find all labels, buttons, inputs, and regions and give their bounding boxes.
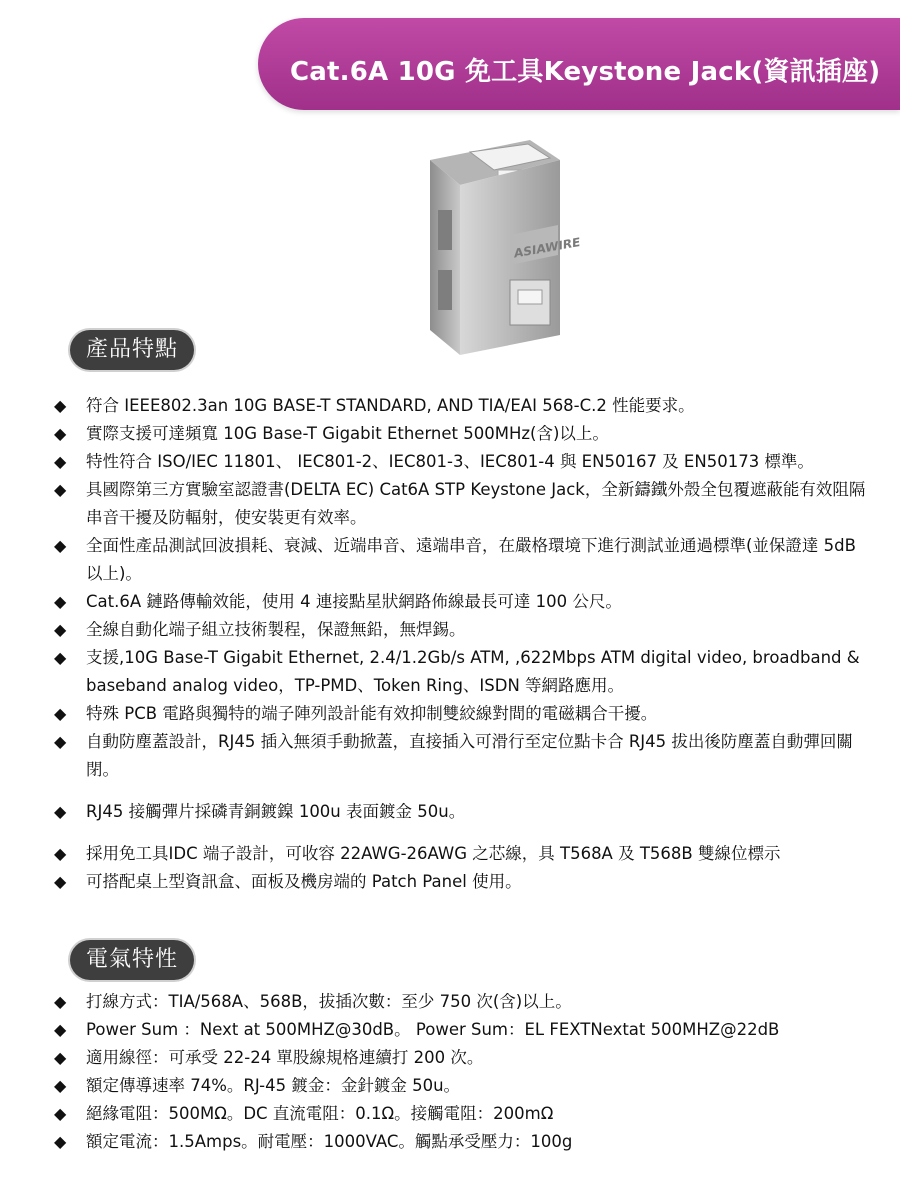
- electrical-list: [50, 988, 870, 1156]
- diamond-bullet-icon: ◆: [54, 1104, 67, 1123]
- diamond-bullet-icon: ◆: [54, 452, 67, 471]
- diamond-bullet-icon: ◆: [54, 620, 67, 639]
- list-item: ◆ 支援,10G Base-T Gigabit Ethernet, 2.4/1.2Gb/s ATM, ,622Mbps ATM digital video, broadband & baseband analog video，TP-PMD、Token Ring、ISDN 等網路應用。: [50, 644, 870, 700]
- list-item: ◆ 打線方式：TIA/568A、568B，拔插次數：至少 750 次(含)以上。: [50, 988, 870, 1016]
- diamond-bullet-icon: ◆: [54, 732, 67, 751]
- diamond-bullet-icon: ◆: [54, 802, 67, 821]
- list-item: ◆ 全線自動化端子組立技術製程，保證無鉛，無焊錫。: [50, 616, 870, 644]
- list-item: ◆ RJ45 接觸彈片採磷青銅鍍鎳 100u 表面鍍金 50u。: [50, 798, 870, 826]
- list-item: ◆ Cat.6A 鏈路傳輸效能，使用 4 連接點星狀網路佈線最長可達 100 公尺。: [50, 588, 870, 616]
- diamond-bullet-icon: ◆: [54, 480, 67, 499]
- diamond-bullet-icon: ◆: [54, 1020, 67, 1039]
- list-item: ◆ 適用線徑：可承受 22-24 單股線規格連續打 200 次。: [50, 1044, 870, 1072]
- diamond-bullet-icon: ◆: [54, 1132, 67, 1151]
- list-item: ◆ 符合 IEEE802.3an 10G BASE-T STANDARD, AND TIA/EAI 568-C.2 性能要求。: [50, 392, 870, 420]
- list-item: ◆ 絕緣電阻：500MΩ。DC 直流電阻：0.1Ω。接觸電阻：200mΩ: [50, 1100, 870, 1128]
- list-item: ◆ 特殊 PCB 電路與獨特的端子陣列設計能有效抑制雙絞線對間的電磁耦合干擾。: [50, 700, 870, 728]
- list-item: ◆ 自動防塵蓋設計，RJ45 插入無須手動掀蓋，直接插入可滑行至定位點卡合 RJ45 拔出後防塵蓋自動彈回關閉。: [50, 728, 870, 784]
- section-heading-electrical: 電氣特性: [70, 940, 194, 980]
- diamond-bullet-icon: ◆: [54, 844, 67, 863]
- features-list: [50, 392, 870, 896]
- section-heading-features: 產品特點: [70, 330, 194, 370]
- diamond-bullet-icon: ◆: [54, 396, 67, 415]
- diamond-bullet-icon: ◆: [54, 872, 67, 891]
- list-item: ◆ 額定傳導速率 74%。RJ-45 鍍金：金針鍍金 50u。: [50, 1072, 870, 1100]
- list-item: ◆ 全面性產品測試回波損耗、衰減、近端串音、遠端串音，在嚴格環境下進行測試並通過標準(並保證達 5dB 以上)。: [50, 532, 870, 588]
- diamond-bullet-icon: ◆: [54, 592, 67, 611]
- svg-text:ASIAWIRE: ASIAWIRE: [514, 235, 581, 261]
- diamond-bullet-icon: ◆: [54, 648, 67, 667]
- diamond-bullet-icon: ◆: [54, 536, 67, 555]
- diamond-bullet-icon: ◆: [54, 704, 67, 723]
- list-item: ◆ 實際支援可達頻寬 10G Base-T Gigabit Ethernet 500MHz(含)以上。: [50, 420, 870, 448]
- diamond-bullet-icon: ◆: [54, 1076, 67, 1095]
- diamond-bullet-icon: ◆: [54, 424, 67, 443]
- diamond-bullet-icon: ◆: [54, 1048, 67, 1067]
- diamond-bullet-icon: ◆: [54, 992, 67, 1011]
- list-item: ◆ 可搭配桌上型資訊盒、面板及機房端的 Patch Panel 使用。: [50, 868, 870, 896]
- list-item: ◆ 具國際第三方實驗室認證書(DELTA EC) Cat6A STP Keystone Jack，全新鑄鐵外殼全包覆遮蔽能有效阻隔串音干擾及防輻射，使安裝更有效率。: [50, 476, 870, 532]
- page-title: Cat.6A 10G 免工具Keystone Jack(資訊插座): [290, 57, 881, 87]
- list-item: ◆ 額定電流：1.5Amps。耐電壓：1000VAC。觸點承受壓力：100g: [50, 1128, 870, 1156]
- list-item: ◆ 採用免工具IDC 端子設計，可收容 22AWG-26AWG 之芯線，具 T568A 及 T568B 雙線位標示: [50, 840, 870, 868]
- keystone-jack-image: [410, 130, 650, 380]
- list-item: ◆ 特性符合 ISO/IEC 11801、 IEC801-2、IEC801-3、IEC801-4 與 EN50167 及 EN50173 標準。: [50, 448, 870, 476]
- list-item: ◆ Power Sum ：Next at 500MHZ@30dB。 Power Sum：EL FEXTNextat 500MHZ@22dB: [50, 1016, 870, 1044]
